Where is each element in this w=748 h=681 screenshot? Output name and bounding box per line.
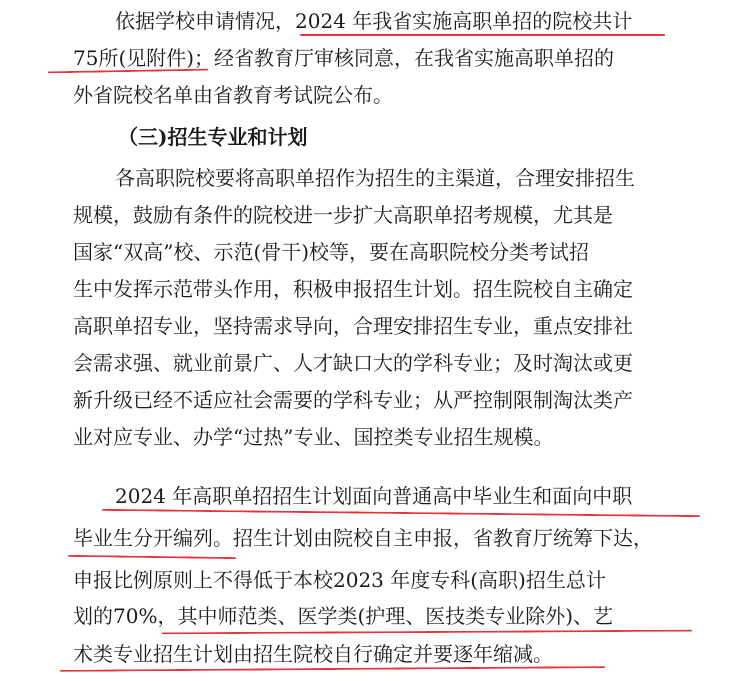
line-text: 75所(见附件)；经省教育厅审核同意，在我省实施高职单招的: [73, 46, 615, 70]
text-line-15: [0, 562, 748, 598]
text-line-3: [0, 77, 748, 113]
line-text: 2024 年高职单招招生计划面向普通高中毕业生和面向中职: [115, 484, 633, 508]
line-text: 业对应专业、办学“过热”专业、国控类专业招生规模。: [73, 425, 554, 449]
line-text: 外省院校名单由省教育考试院公布。: [73, 83, 393, 107]
line-text: 毕业生分开编列。招生计划由院校自主申报，省教育厅统筹下达，: [73, 526, 653, 550]
text-line-10: [0, 345, 748, 381]
text-line-7: [0, 234, 748, 270]
line-text: 会需求强、就业前景广、人才缺口大的学科专业；及时淘汰或更: [73, 351, 633, 375]
line-text: 高职单招专业，坚持需求导向，合理安排招生专业，重点安排社: [73, 314, 633, 338]
text-line-12: [0, 419, 748, 455]
line-text: 依据学校申请情况，2024 年我省实施高职单招的院校共计: [115, 9, 633, 33]
text-line-11: [0, 382, 748, 418]
section-heading: [0, 119, 748, 155]
line-text: 术类专业招生计划由招生院校自行确定并要逐年缩减。: [73, 642, 553, 666]
line-text: 国家“双高”校、示范(骨干)校等，要在高职院校分类考试招: [73, 240, 590, 264]
text-line-9: [0, 308, 748, 344]
line-text: 规模，鼓励有条件的院校进一步扩大高职单招考规模，尤其是: [73, 203, 613, 227]
line-text: 划的70%，其中师范类、医学类(护理、医技类专业除外)、艺: [73, 604, 614, 628]
text-line-6: [0, 197, 748, 233]
text-line-17: [0, 636, 748, 672]
text-line-8: [0, 271, 748, 307]
text-line-5: [0, 160, 748, 196]
line-text: 申报比例原则上不得低于本校2023 年度专科(高职)招生总计: [73, 568, 606, 592]
text-line-16: [0, 598, 748, 634]
line-text: 生中发挥示范带头作用，积极申报招生计划。招生院校自主确定: [73, 277, 633, 301]
red-underline-1: [300, 34, 665, 36]
line-text: 新升级已经不适应社会需要的学科专业；从严控制限制淘汰类产: [73, 388, 633, 412]
line-text: 各高职院校要将高职单招作为招生的主渠道，合理安排招生: [115, 166, 635, 190]
section-heading-text: （三)招生专业和计划: [118, 125, 308, 149]
text-line-14: [0, 520, 748, 556]
